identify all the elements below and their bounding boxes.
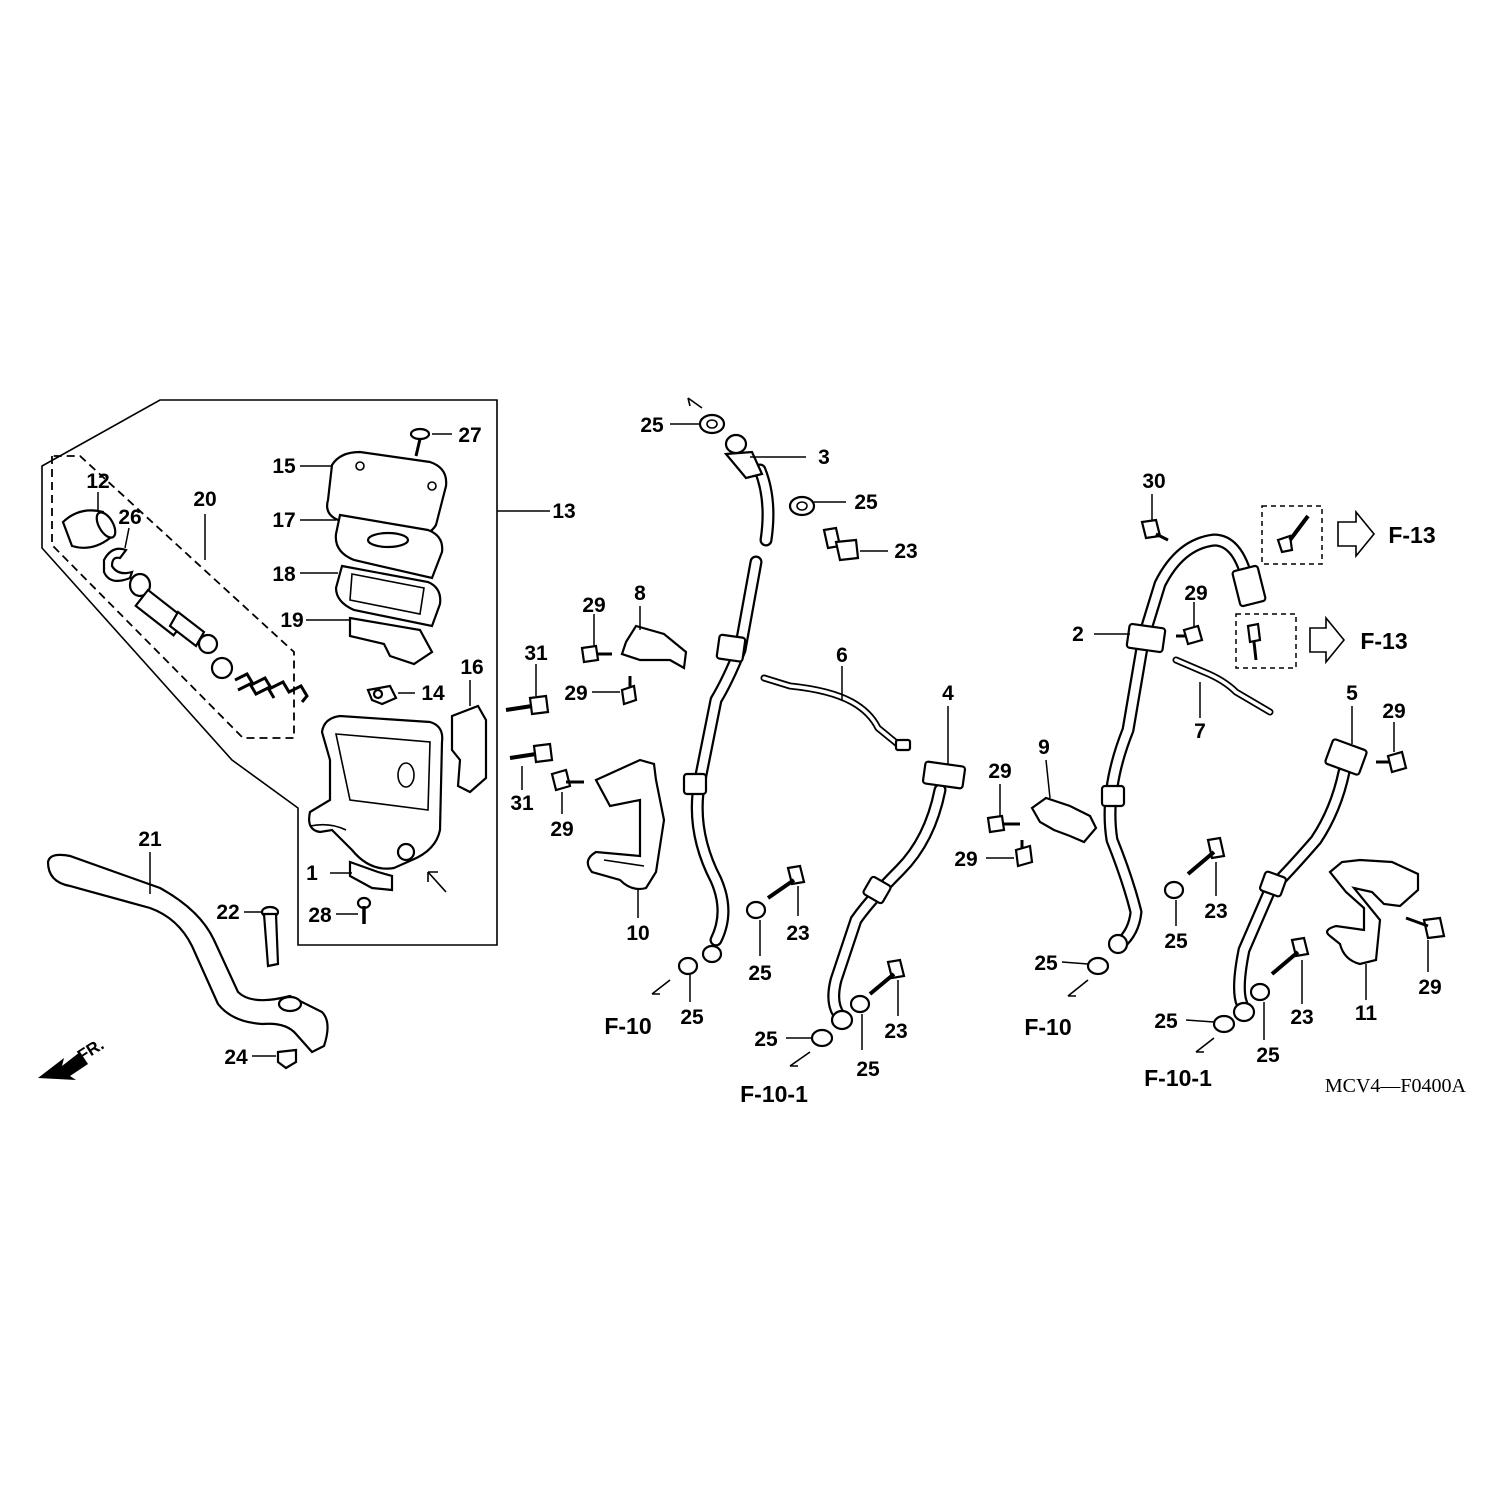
- diagram-code: MCV4—F0400A: [1324, 1075, 1466, 1097]
- bracket-part-9: [1032, 760, 1096, 842]
- callout-23-c: 23: [884, 1020, 908, 1043]
- callout-25-c: 25: [748, 962, 772, 985]
- f13-detail-mid: [1236, 614, 1344, 668]
- callout-25-f: 25: [856, 1058, 880, 1081]
- callout-14: 14: [421, 682, 445, 705]
- washer-25-lower-a: [652, 958, 697, 1002]
- callout-23-e: 23: [1290, 1006, 1314, 1029]
- callout-12: 12: [86, 470, 110, 493]
- callout-30: 30: [1142, 470, 1166, 493]
- callout-15: 15: [272, 455, 296, 478]
- callout-25-g: 25: [1164, 930, 1188, 953]
- nut-part-24: [252, 1050, 296, 1068]
- callout-18: 18: [272, 563, 296, 586]
- bracket-part-8: [622, 606, 686, 668]
- bolt-30: [1142, 494, 1168, 540]
- bolt-23-right-lower: [1272, 938, 1308, 1004]
- washer-25-top: [670, 398, 724, 433]
- bolt-29-e: [988, 784, 1020, 832]
- callout-25-a: 25: [640, 414, 664, 437]
- callout-26: 26: [118, 506, 142, 529]
- washer-25-second: [790, 497, 846, 515]
- callout-10: 10: [626, 922, 650, 945]
- brake-lever-part-21: [48, 855, 328, 1052]
- ref-f13-mid: F-13: [1360, 628, 1408, 654]
- callout-25-h: 25: [1034, 952, 1058, 975]
- callout-29-a: 29: [582, 594, 606, 617]
- bolt-23-lower: [870, 960, 904, 1016]
- bolt-29-f: [986, 840, 1032, 866]
- holder-part-16: [452, 680, 486, 792]
- callout-29-d: 29: [988, 760, 1012, 783]
- screw-part-28: [336, 898, 370, 924]
- f13-detail-top: [1262, 506, 1374, 564]
- washer-25-right-c: [1186, 1016, 1234, 1052]
- washer-25-f101-b: [851, 996, 869, 1050]
- callout-6: 6: [836, 644, 848, 667]
- callout-3: 3: [818, 446, 830, 469]
- bolt-29-b: [592, 676, 636, 704]
- master-cylinder-body: [309, 716, 442, 869]
- callout-22: 22: [216, 901, 240, 924]
- callout-4: 4: [942, 682, 954, 705]
- callout-31-a: 31: [524, 642, 548, 665]
- callout-19: 19: [280, 609, 304, 632]
- brake-pipe-part-6: [764, 666, 910, 750]
- callout-29-b: 29: [564, 682, 588, 705]
- washer-25-right-b: [1165, 882, 1183, 926]
- pointer-arrow: [428, 872, 446, 892]
- callout-29-h: 29: [1418, 976, 1442, 999]
- callout-29-g: 29: [1382, 700, 1406, 723]
- brake-lever-group: [48, 852, 328, 1068]
- washer-25-f101-a: [786, 1030, 832, 1066]
- callout-27: 27: [458, 424, 482, 447]
- callout-29-e: 29: [954, 848, 978, 871]
- callout-25-e: 25: [754, 1028, 778, 1051]
- callout-8: 8: [634, 582, 646, 605]
- callout-23-d: 23: [1204, 900, 1228, 923]
- callout-2: 2: [1072, 623, 1084, 646]
- callout-16: 16: [460, 656, 484, 679]
- clamp-part-10: [588, 760, 664, 918]
- clamp-part-11: [1327, 860, 1418, 1000]
- washer-25-lower-b: [747, 902, 765, 956]
- boot-part-12: [63, 492, 119, 548]
- plate-part-19: [306, 618, 432, 664]
- ref-f10-left: F-10: [604, 1013, 652, 1039]
- callout-11: 11: [1354, 1002, 1378, 1025]
- callout-28: 28: [308, 904, 332, 927]
- bolt-29-c: [552, 770, 584, 814]
- front-direction-label: FR.: [74, 1034, 108, 1066]
- callout-24: 24: [224, 1046, 248, 1069]
- ref-f13-top: F-13: [1388, 522, 1436, 548]
- bolt-29-d: [1176, 602, 1202, 644]
- bolt-29-a: [582, 614, 612, 662]
- bolt-23-right: [1188, 838, 1224, 896]
- callout-25-b: 25: [854, 491, 878, 514]
- callout-13: 13: [552, 500, 576, 523]
- bolt-23-top: [824, 528, 888, 560]
- bolt-23-mid: [768, 866, 804, 916]
- kit-20-outline: [52, 456, 294, 738]
- front-direction-arrow: [38, 1035, 107, 1080]
- bolt-29-g: [1376, 722, 1406, 772]
- callout-17: 17: [272, 509, 296, 532]
- ref-f10-right: F-10: [1024, 1014, 1072, 1040]
- screw-part-27: [411, 429, 452, 456]
- callout-9: 9: [1038, 736, 1050, 759]
- bolt-31-a: [506, 664, 548, 714]
- bolt-31-b: [510, 744, 552, 790]
- ref-f10-1-right: F-10-1: [1144, 1065, 1212, 1091]
- callout-5: 5: [1346, 682, 1358, 705]
- clip-part-14: [368, 686, 415, 704]
- pivot-bolt-part-22: [244, 907, 278, 966]
- callout-21: 21: [138, 828, 162, 851]
- washer-25-right-a: [1062, 958, 1108, 996]
- callout-29-f: 29: [1184, 582, 1208, 605]
- callout-25-d: 25: [680, 1006, 704, 1029]
- ref-f10-1-left: F-10-1: [740, 1081, 808, 1107]
- callout-31-b: 31: [510, 792, 534, 815]
- callout-29-c: 29: [550, 818, 574, 841]
- callout-23-a: 23: [894, 540, 918, 563]
- callout-25-i: 25: [1154, 1010, 1178, 1033]
- spring-part: [235, 674, 307, 702]
- callout-23-b: 23: [786, 922, 810, 945]
- callout-7: 7: [1194, 720, 1206, 743]
- bolt-29-h: [1406, 918, 1444, 972]
- callout-25-j: 25: [1256, 1044, 1280, 1067]
- callout-20: 20: [193, 488, 217, 511]
- callout-1: 1: [306, 862, 318, 885]
